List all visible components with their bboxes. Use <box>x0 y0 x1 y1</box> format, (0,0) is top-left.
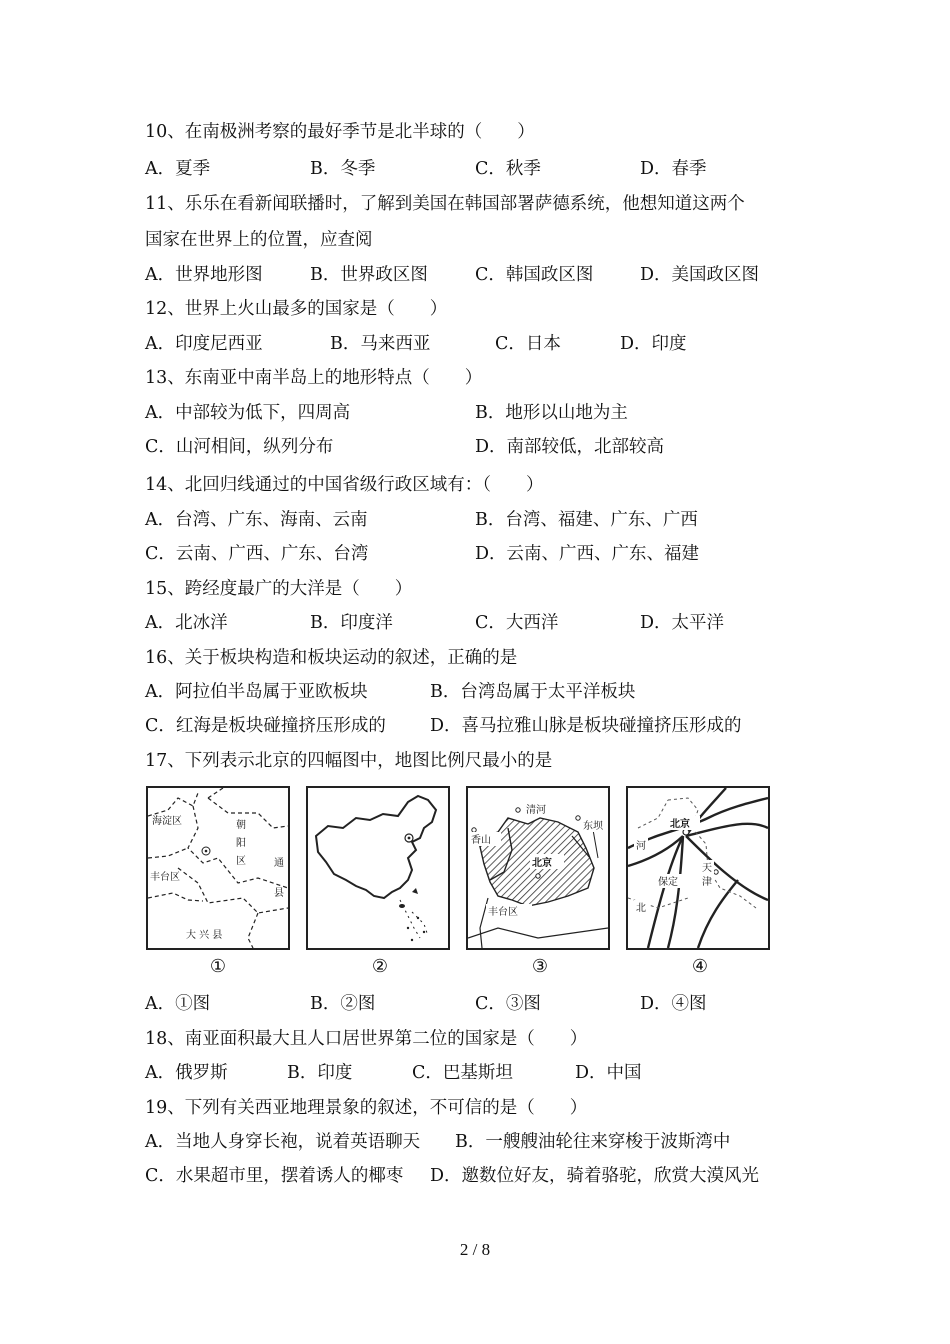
question-18-stem: 18、南亚面积最大且人口居世界第二位的国家是（ ） <box>145 1029 588 1049</box>
option: B．印度洋 <box>310 613 393 633</box>
option: A．中部较为低下，四周高 <box>145 403 351 423</box>
option: A．印度尼西亚 <box>145 334 263 354</box>
map-label: 大 兴 县 <box>186 930 223 941</box>
option: A．台湾、广东、海南、云南 <box>145 510 368 530</box>
option: D．印度 <box>620 334 687 354</box>
map-number: ② <box>371 956 389 977</box>
option: B．冬季 <box>310 159 376 179</box>
question-11-stem: 11、乐乐在看新闻联播时，了解到美国在韩国部署萨德系统，他想知道这两个 <box>145 194 745 214</box>
map-label: 区 <box>236 856 246 867</box>
option: B．一艘艘油轮往来穿梭于波斯湾中 <box>455 1132 731 1152</box>
option: D．太平洋 <box>640 613 725 633</box>
map-label: 海淀区 <box>152 816 182 827</box>
map-number: ④ <box>691 956 709 977</box>
map-label: 丰台区 <box>150 872 180 883</box>
option: A．①图 <box>145 994 211 1014</box>
question-13-stem: 13、东南亚中南半岛上的地形特点（ ） <box>145 368 483 388</box>
option: D．中国 <box>575 1063 642 1083</box>
question-16-stem: 16、关于板块构造和板块运动的叙述，正确的是 <box>145 648 518 668</box>
map-label: 县 <box>274 888 284 899</box>
question-10-stem: 10、在南极洲考察的最好季节是北半球的（ ） <box>145 122 535 142</box>
map-label: 天 <box>702 863 712 874</box>
map-label: 北京 <box>670 819 690 830</box>
option: A．夏季 <box>145 159 211 179</box>
map-label: 阳 <box>236 838 246 849</box>
map-label: 通 <box>274 858 284 869</box>
map-label: 丰台区 <box>488 907 518 918</box>
option: A．世界地形图 <box>145 265 263 285</box>
option: C．③图 <box>475 994 541 1014</box>
option: D．云南、广西、广东、福建 <box>475 544 700 564</box>
option: C．云南、广西、广东、台湾 <box>145 544 369 564</box>
option: D．喜马拉雅山脉是板块碰撞挤压形成的 <box>430 716 742 736</box>
china-outline-map <box>306 786 450 950</box>
map-label: 北 <box>636 903 646 914</box>
option: B．世界政区图 <box>310 265 428 285</box>
option: A．阿拉伯半岛属于亚欧板块 <box>145 682 368 702</box>
beijing-urban-map <box>466 786 610 950</box>
option: B．②图 <box>310 994 376 1014</box>
option: C．水果超市里，摆着诱人的椰枣 <box>145 1166 404 1186</box>
beijing-region-map <box>626 786 770 950</box>
option: A．当地人身穿长袍，说着英语聊天 <box>145 1132 421 1152</box>
question-15-stem: 15、跨经度最广的大洋是（ ） <box>145 579 413 599</box>
option: C．巴基斯坦 <box>412 1063 513 1083</box>
option: C．红海是板块碰撞挤压形成的 <box>145 716 386 736</box>
map-label: 东坝 <box>583 821 603 832</box>
question-14-stem: 14、北回归线通过的中国省级行政区域有：（ ） <box>145 475 544 495</box>
map-label: 清河 <box>526 805 546 816</box>
option: B．地形以山地为主 <box>475 403 628 423</box>
beijing-district-map <box>146 786 290 950</box>
map-label: 香山 <box>471 835 491 846</box>
question-12-stem: 12、世界上火山最多的国家是（ ） <box>145 299 448 319</box>
map-label: 北京 <box>532 858 552 869</box>
map-label: 保定 <box>658 877 678 888</box>
map-label: 河 <box>636 841 646 852</box>
option: B．印度 <box>287 1063 353 1083</box>
option: C．韩国政区图 <box>475 265 594 285</box>
option: D．美国政区图 <box>640 265 760 285</box>
question-19-stem: 19、下列有关西亚地理景象的叙述，不可信的是（ ） <box>145 1098 588 1118</box>
map-number: ① <box>209 956 227 977</box>
option: C．山河相间，纵列分布 <box>145 437 334 457</box>
option: D．邀数位好友，骑着骆驼，欣赏大漠风光 <box>430 1166 760 1186</box>
map-label: 津 <box>702 877 712 888</box>
option: B．马来西亚 <box>330 334 431 354</box>
option: A．俄罗斯 <box>145 1063 228 1083</box>
option: D．春季 <box>640 159 707 179</box>
option: C．秋季 <box>475 159 541 179</box>
question-11-stem-cont: 国家在世界上的位置，应查阅 <box>145 230 373 250</box>
option: C．大西洋 <box>475 613 559 633</box>
map-number: ③ <box>531 956 549 977</box>
map-label: 朝 <box>236 820 246 831</box>
page-number: 2 / 8 <box>459 1240 491 1259</box>
option: B．台湾岛属于太平洋板块 <box>430 682 636 702</box>
option: C．日本 <box>495 334 561 354</box>
option: A．北冰洋 <box>145 613 228 633</box>
option: D．④图 <box>640 994 707 1014</box>
question-17-stem: 17、下列表示北京的四幅图中，地图比例尺最小的是 <box>145 751 553 771</box>
option: D．南部较低，北部较高 <box>475 437 665 457</box>
option: B．台湾、福建、广东、广西 <box>475 510 698 530</box>
